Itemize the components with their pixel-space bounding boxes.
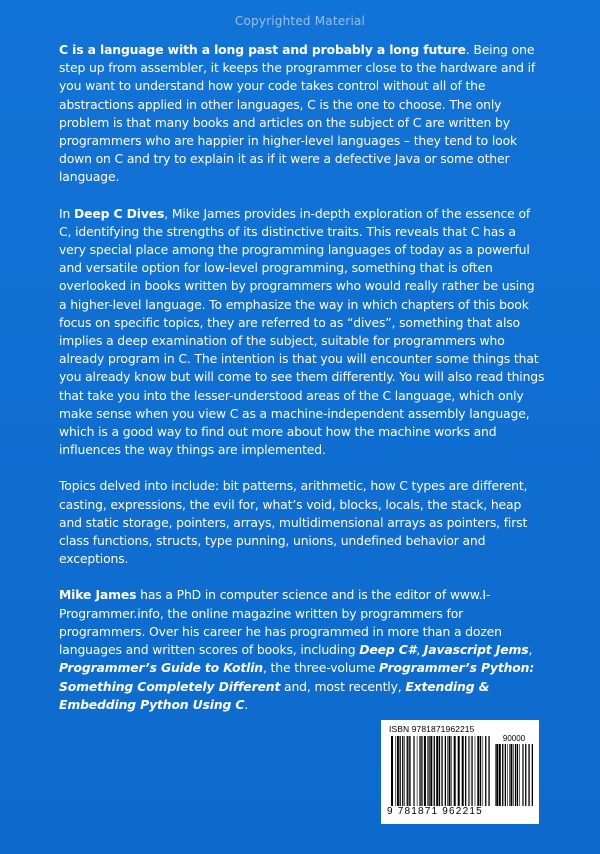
isbn-digits: 9 781871 962215 (387, 806, 483, 817)
book-python: Programmer’s Python: Something Completely Different (59, 660, 535, 694)
author-text-5: and, most recently, (280, 678, 406, 694)
book-extending-python: Extending & Embedding Python Using C (59, 678, 490, 712)
book-title: Deep C Dives (74, 205, 165, 221)
book-pre: In (59, 205, 74, 221)
author-text-6: . (244, 696, 249, 712)
barcode (381, 720, 539, 824)
book-text: , Mike James provides in-depth exploration of the essence of C, identifying the strengths of its distinctive traits. This reveals that C has a very special place among the programming languages of today as a powerful and versatile option for low-level programming, something that is often overlooked in books written by programmers who would really rather be using a higher-level language. To emphasize the way in which chapters of this book focus on specific topics, they are referred to as “dives”, something that also implies a deep examination of the subject, suitable for programmers who already program in C. The intention is that you will encounter some things that you already know but will come to see them differently. You will also read things that take you into the lesser-understood areas of the C language, which only make sense when you view C as a machine-independent assembly language, which is a good way to find out more about how the machine works and influences the way things are implemented. (59, 205, 545, 458)
barcode-bars (391, 736, 491, 806)
lead-sentence: C is a language with a long past and probably a long future (59, 42, 466, 57)
paragraph-intro (59, 41, 545, 187)
book-javascript-jems: Javascript Jems (423, 642, 529, 658)
paragraph-book (59, 205, 545, 460)
paragraph-topics: Topics delved into include: bit patterns, arithmetic, how C types are different, casting, expressions, the evil for, what’s void, blocks, locals, the stack, heap and static storage, pointers, arrays, multidimensional arrays as pointers, first class functions, structs, type punning, unions, undefined behavior and exceptions. (59, 478, 528, 567)
intro-text: . Being one step up from assembler, it keeps the programmer close to the hardware and if you want to understand how your code takes control without all of the abstractions applied in other languages, C is the one to choose. The only problem is that many books and articles on the subject of C are written by programmers who are happier in higher-level languages – they tend to look down on C and try to explain it as if it were a defective Java or some other language. (59, 42, 536, 185)
author-text-2: , (416, 642, 424, 658)
book-deep-csharp: Deep C# (359, 642, 417, 658)
barcode-addon-number: 90000 (502, 734, 526, 743)
book-kotlin: Programmer’s Guide to Kotlin (59, 660, 263, 676)
watermark: Copyrighted Material (234, 14, 366, 28)
author-text-4: , the three-volume (262, 660, 380, 676)
author-text-3: , (528, 642, 533, 658)
paragraph-author (59, 586, 545, 713)
barcode-addon-bars (495, 744, 533, 806)
blurb (59, 41, 545, 732)
author-text-1: has a PhD in computer science and is the editor of www.I-Programmer.info, the online magazine written by programmers for programmers. Over his career he has programmed in more than a dozen languages and written scores of books, including (59, 587, 502, 658)
isbn-label: ISBN 9781871962215 (389, 724, 475, 734)
author-name: Mike James (59, 587, 137, 603)
